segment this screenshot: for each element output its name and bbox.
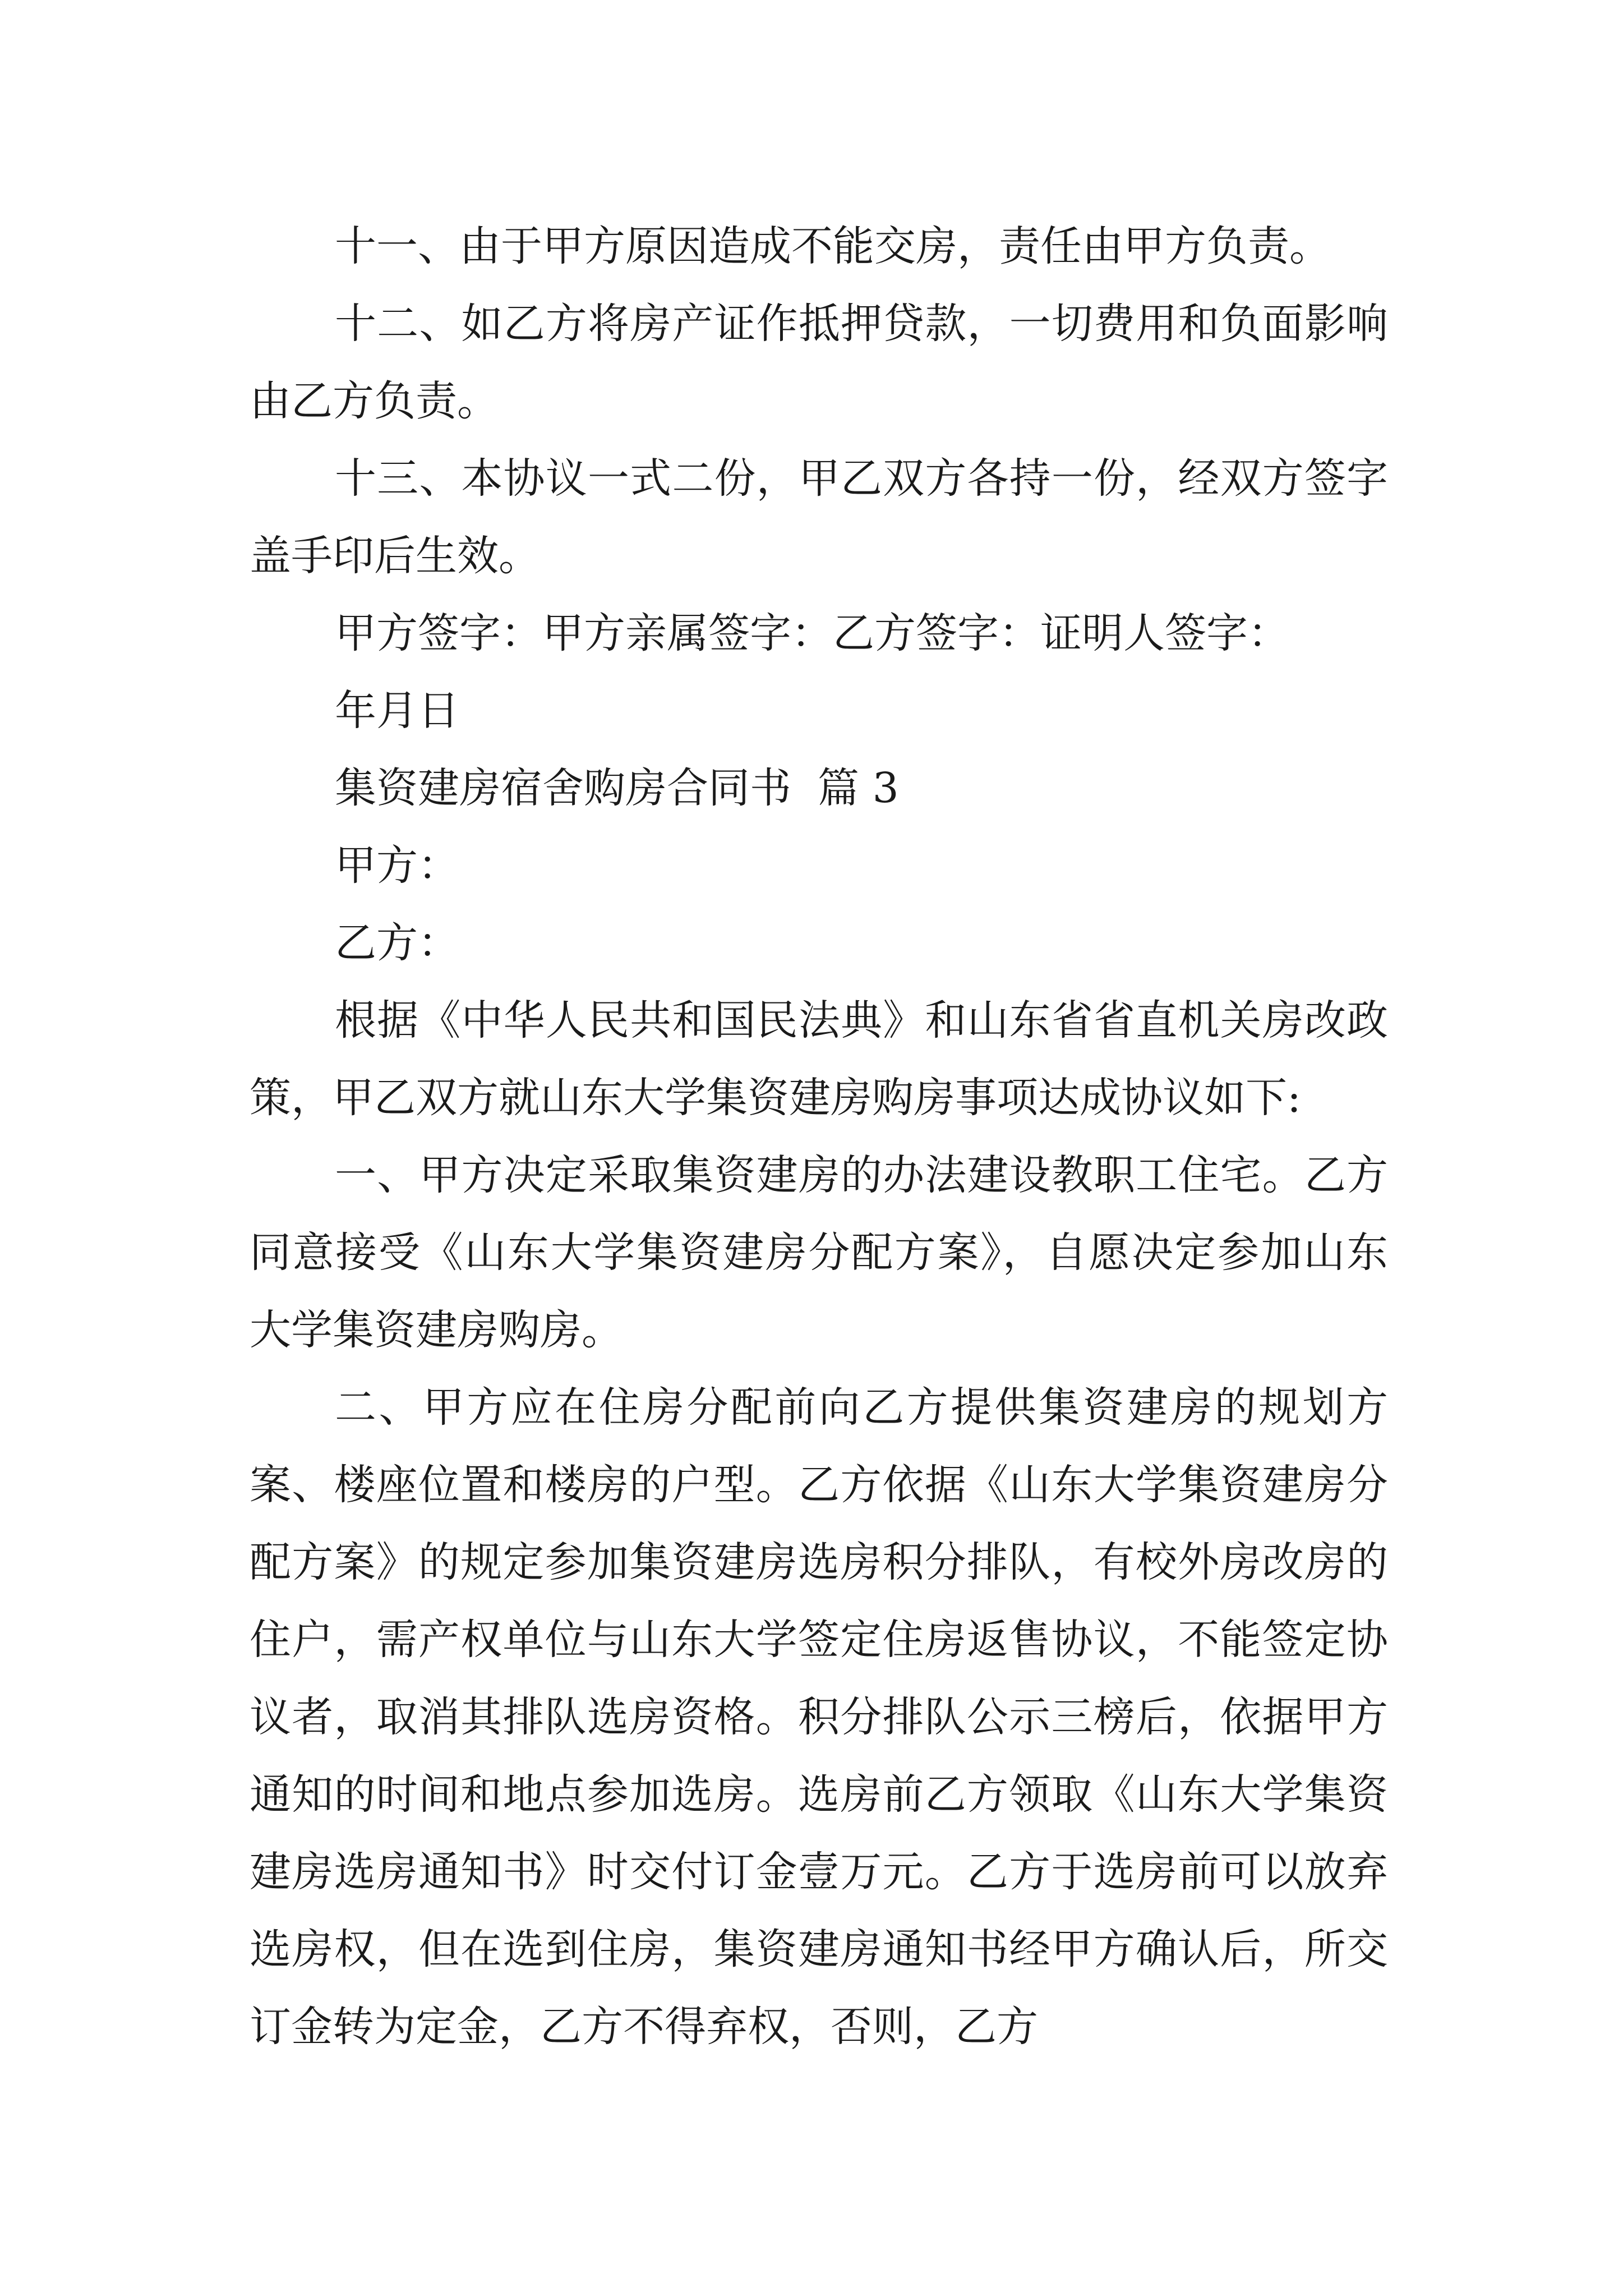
signature-line: 甲方签字：甲方亲属签字：乙方签字：证明人签字： [335, 609, 1289, 657]
party-b-line: 乙方： [335, 919, 459, 967]
article-1: 一、甲方决定采取集资建房的办法建设教职工住宅。乙方同意接受《山东大学集资建房分配方案》，自愿决定参加山东大学集资建房购房。 [250, 1151, 1388, 1354]
party-a-line: 甲方： [335, 841, 459, 890]
section-title: 集资建房宿舍购房合同书 篇 3 [335, 764, 899, 812]
date-line: 年月日 [335, 687, 459, 735]
clause-11: 十一、由于甲方原因造成不能交房，责任由甲方负责。 [335, 222, 1331, 270]
clause-12: 十二、如乙方将房产证作抵押贷款，一切费用和负面影响由乙方负责。 [250, 300, 1388, 425]
document-body [250, 208, 1388, 2065]
clause-13: 十三、本协议一式二份，甲乙双方各持一份，经双方签字盖手印后生效。 [250, 454, 1388, 580]
preamble-paragraph: 根据《中华人民共和国民法典》和山东省省直机关房改政策，甲乙双方就山东大学集资建房购房事项达成协议如下: [250, 996, 1388, 1122]
article-2: 二、甲方应在住房分配前向乙方提供集资建房的规划方案、楼座位置和楼房的户型。乙方依据《山东大学集资建房分配方案》的规定参加集资建房选房积分排队，有校外房改房的住户，需产权单位与山东大学签定住房返售协议，不能签定协议者，取消其排队选房资格。积分排队公示三榜后，依据甲方通知的时间和地点参加选房。选房前乙方领取《山东大学集资建房选房通知书》时交付订金壹万元。乙方于选房前可以放弃选房权，但在选到住房，集资建房通知书经甲方确认后，所交订金转为定金，乙方不得弃权，否则，乙方 [250, 1383, 1388, 2051]
